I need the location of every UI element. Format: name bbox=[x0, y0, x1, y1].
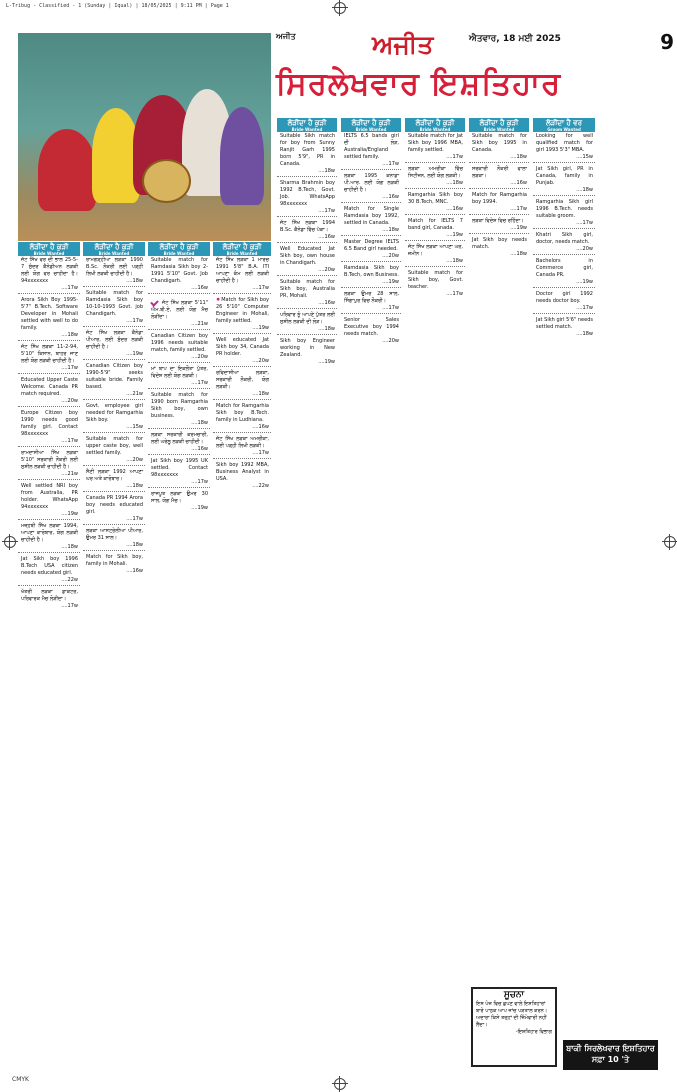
classified-ad: Ramgarhia Sikh boy 30 B.Tech, MNC. ....16w bbox=[408, 192, 463, 212]
ad-column-6 bbox=[341, 118, 401, 1065]
classified-ad: Suitable match for Sikh boy, Australia PR, Mohali. ....16w bbox=[280, 279, 335, 306]
classified-ad: Suitable match for Jat Sikh boy 1996 MBA, family settled. ....17w bbox=[408, 133, 463, 160]
column-heading: ਲੋੜੀਂਦਾ ਹੈ ਕੁੜੀ Bride Wanted bbox=[341, 118, 401, 132]
classified-ad: ਰਾਜਪੂਤ ਲੜਕਾ ਉਮਰ 30 ਸਾਲ, ਯੋਗ ਮੈਚ। ....19w bbox=[151, 491, 208, 511]
classified-ad: Match for IELTS 7 band girl, Canada. ....19w bbox=[408, 218, 463, 238]
column-heading: ਲੋੜੀਂਦਾ ਹੈ ਕੁੜੀ Bride Wanted bbox=[469, 118, 529, 132]
classified-ad: Khatri Sikh girl, doctor, needs match. ....20w bbox=[536, 232, 593, 252]
notice-signature: -ਇਸ਼ਤਿਹਾਰ ਵਿਭਾਗ bbox=[515, 1029, 552, 1035]
classified-ad: IELTS 6.5 bands girl ਦੀ ਲੋੜ, Australia/England settled family. ....17w bbox=[344, 133, 399, 167]
classified-ad: Jat Sikh girl 5'6" needs settled match. ....18w bbox=[536, 317, 593, 337]
classified-ad: Suitable match for Ramdasia Sikh boy 10-10-1993 Govt. job Chandigarh. ....17w bbox=[86, 290, 143, 324]
classified-ad: Suitable match for upper caste boy, well settled family. ....20w bbox=[86, 436, 143, 463]
column-heading: ਲੋੜੀਂਦਾ ਹੈ ਕੁੜੀ Bride Wanted bbox=[83, 242, 145, 256]
classified-ad: ✸Match for Sikh boy 26 5'10" Computer Engineer in Mohali, family settled. ....19w bbox=[216, 297, 269, 331]
classified-ad: Arora Sikh Boy 1995-5'7" B.Tech. Software Developer in Mohali settled with well to do family. ....18w bbox=[21, 297, 78, 338]
classified-ad: Suitable match for 1990 born Ramgarhia Sikh boy, own business. ....18w bbox=[151, 392, 208, 426]
classified-ad: ਸਰਕਾਰੀ ਨੌਕਰੀ ਵਾਲਾ ਲੜਕਾ। ....16w bbox=[472, 166, 527, 186]
classified-ad: Jat Sikh boy 1995 UK settled. Contact 98xxxxxxx ....17w bbox=[151, 458, 208, 485]
classified-ad: Educated Upper Caste Welcome. Canada PR match required. ....20w bbox=[21, 377, 78, 404]
column-heading: ਲੋੜੀਂਦਾ ਹੈ ਕੁੜੀ Bride Wanted bbox=[213, 242, 271, 256]
classified-ad: Europe Citizen boy 1990 needs good family girl. Contact 98xxxxxxx ....17w bbox=[21, 410, 78, 444]
classified-ad: Canada PR 1994 Arora boy needs educated girl. ....17w bbox=[86, 495, 143, 522]
classified-ad: ਰਵਿਦਾਸੀਆ ਲੜਕਾ, ਸਰਕਾਰੀ ਨੌਕਰੀ, ਯੋਗ ਲੜਕੀ। ....18w bbox=[216, 370, 269, 397]
classified-ad: Well settled NRI boy from Australia, PR holder. WhatsApp 94xxxxxxx ....19w bbox=[21, 483, 78, 517]
classified-ad: Match for Ramgarhia boy 1994. ....17w bbox=[472, 192, 527, 212]
ad-column-8 bbox=[469, 118, 529, 1065]
notice-box bbox=[471, 987, 557, 1067]
classified-ad: ਖੱਤਰੀ ਲੜਕਾ ਡਾਕਟਰ, ਪਰਿਵਾਰਕ ਮੈਚ ਲੋੜੀਂਦਾ। ....17w bbox=[21, 589, 78, 609]
classified-ad: Suitable Sikh match for boy from Sunny Ranjit Garh 1995 born 5'9", PR in Canada. ....18w bbox=[280, 133, 335, 174]
checkmark-icon bbox=[151, 297, 161, 304]
classified-ad: Sikh boy Engineer working in New Zealand. ....19w bbox=[280, 338, 335, 365]
registration-mark-icon bbox=[664, 536, 676, 548]
classified-ad: Canadian Citizen boy 1990-5'9" seeks suitable bride. Family based. ....21w bbox=[86, 363, 143, 397]
ad-column-7 bbox=[405, 118, 465, 1065]
classified-ad: Well Educated Jat Sikh boy, own house in Chandigarh. ....20w bbox=[280, 246, 335, 273]
classified-ad: ਲੜਕਾ ਉਮਰ 28 ਸਾਲ, ਸਿੰਗਾਪੁਰ ਵਿਚ ਨੌਕਰੀ। ....17w bbox=[344, 291, 399, 311]
classified-ad: ਲੜਕਾ ਅਮਰੀਕਾ ਵਿੱਚ ਸਿਟੀਜ਼ਨ, ਲਈ ਯੋਗ ਲੜਕੀ। ....18w bbox=[408, 166, 463, 186]
classified-ad: Well educated Jat Sikh boy 34, Canada PR holder. ....20w bbox=[216, 337, 269, 364]
classified-ad: Looking for well qualified match for girl 1993 5'3" MBA. ....15w bbox=[536, 133, 593, 160]
classified-ad: ਜੱਟ ਸਿੱਖ ਲੜਕਾ ਆਪਣਾ ਘਰ, ਜ਼ਮੀਨ। ....18w bbox=[408, 244, 463, 264]
bottom-print-mark: CMYK bbox=[12, 1076, 29, 1083]
classified-ad: ਮਜ਼੍ਹਬੀ ਸਿੱਖ ਲੜਕਾ 1994, ਆਪਣਾ ਕਾਰੋਬਾਰ, ਯੋਗ ਲੜਕੀ ਚਾਹੀਦੀ ਹੈ। ....18w bbox=[21, 523, 78, 550]
classified-ad: Match for Single Ramdasia boy 1992, settled in Canada. ....18w bbox=[344, 206, 399, 233]
classified-ad: ਰਾਮਗੜ੍ਹੀਆ ਲੜਕਾ 1990 B.Sc. ਨੌਕਰੀ ਲਈ ਪੜ੍ਹੀ ਲਿਖੀ ਲੜਕੀ ਚਾਹੀਦੀ ਹੈ। ....18w bbox=[86, 257, 143, 284]
classified-ad: ਜੱਟ ਸਿੱਖ ਲੜਕਾ 5'11" ਐਮ.ਬੀ.ਏ, ਲਈ ਯੋਗ ਮੈਚ ਲੋੜੀਂਦਾ। ....21w bbox=[148, 296, 210, 328]
classified-ad: Match for Ramgarhia Sikh boy B.Tech. family in Ludhiana. ....16w bbox=[216, 403, 269, 430]
column-heading: ਲੋੜੀਂਦਾ ਹੈ ਕੁੜੀ Bride Wanted bbox=[405, 118, 465, 132]
column-heading: ਲੋੜੀਂਦਾ ਹੈ ਕੁੜੀ Bride Wanted bbox=[277, 118, 337, 132]
registration-mark-icon bbox=[334, 1078, 346, 1090]
classified-ad: Match for Sikh boy, family in Mohali. ....16w bbox=[86, 554, 143, 574]
classified-ad: ਜੱਟ ਸਿੱਖ ਲੜਕਾ 11-2-94, 5'10" ਕਿਸਾਨ, ਬਾਹਰ ਜਾਣ ਲਈ ਯੋਗ ਲੜਕੀ ਚਾਹੀਦੀ ਹੈ। ....17w bbox=[21, 344, 78, 371]
classified-ad: ਪਰਿਵਾਰ ਨੂੰ ਆਪਣੇ ਪੁੱਤਰ ਲਈ ਸੁਸ਼ੀਲ ਲੜਕੀ ਦੀ ਲੋੜ। ....18w bbox=[280, 312, 335, 332]
classified-ad: ਲੜਕਾ 1995 ਕਨਾਡਾ ਪੀ.ਆਰ. ਲਈ ਯੋਗ ਲੜਕੀ ਚਾਹੀਦੀ ਹੈ। ....16w bbox=[344, 173, 399, 200]
column-heading: ਲੋੜੀਂਦਾ ਹੈ ਵਰ Groom Wanted bbox=[533, 118, 595, 132]
registration-mark-icon bbox=[334, 2, 346, 14]
classified-ad: ਰਾਮਦਾਸੀਆ ਸਿੱਖ ਲੜਕਾ 5'10" ਸਰਕਾਰੀ ਨੌਕਰੀ ਲਈ ਸੁਸ਼ੀਲ ਲੜਕੀ ਚਾਹੀਦੀ ਹੈ। ....21w bbox=[21, 450, 78, 477]
classified-ad: ਜੱਟ ਸਿੱਖ ਲੜਕਾ 1 ਮਾਰਚ 1991 5'8" B.A. ITI ਆਪਣਾ ਕੰਮ ਲਈ ਲੜਕੀ ਚਾਹੀਦੀ ਹੈ। ....17w bbox=[216, 257, 269, 291]
classified-ad: ਜੱਟ ਸਿੱਖ ਵਰ ਦੀ ਭਾਲ 25-5-7 ਸੁੰਦਰ ਕੈਨੇਡੀਅਨ ਲੜਕੀ ਲਈ ਯੋਗ ਵਰ ਚਾਹੀਦਾ ਹੈ। 94xxxxxxx ....17w bbox=[21, 257, 78, 291]
column-heading: ਲੋੜੀਂਦਾ ਹੈ ਕੁੜੀ Bride Wanted bbox=[18, 242, 80, 256]
ad-column-4 bbox=[213, 242, 271, 1066]
column-heading: ਲੋੜੀਂਦਾ ਹੈ ਕੁੜੀ Bride Wanted bbox=[148, 242, 210, 256]
classified-ad: Sikh boy 1992 MBA, Business Analyst in USA. ....22w bbox=[216, 462, 269, 489]
ad-column-9 bbox=[533, 118, 595, 1065]
paper-name: ਅਜੀਤ bbox=[276, 32, 296, 41]
registration-mark-icon bbox=[4, 536, 16, 548]
classified-ad: ਲੜਕਾ ਆਸਟ੍ਰੇਲੀਆ ਪੀਆਰ, ਉਮਰ 31 ਸਾਲ। ....18w bbox=[86, 528, 143, 548]
ad-column-5 bbox=[277, 118, 337, 1065]
classified-ad: Suitable match for Ramdasia Sikh boy 2-1991 5'10" Govt. Job Chandigarh. ....16w bbox=[151, 257, 208, 291]
classified-ad: ਜੱਟ ਸਿੱਖ ਲੜਕਾ 1994 B.Sc. ਕੈਨੇਡਾ ਵਿੱਚ ਪੱਕਾ। ....16w bbox=[280, 220, 335, 240]
classified-ad: ਲੜਕਾ ਸਰਕਾਰੀ ਕਰਮਚਾਰੀ, ਲਈ ਘਰੇਲੂ ਲੜਕੀ ਚਾਹੀਦੀ। ....16w bbox=[151, 432, 208, 452]
brand-logo: ਅਜੀਤ bbox=[372, 30, 434, 59]
classified-ad: Suitable match for Sikh boy 1995 in Canada. ....18w bbox=[472, 133, 527, 160]
classified-ad: ਲੜਕਾ ਵਿਦੇਸ਼ ਵਿਚ ਰਹਿੰਦਾ। ....19w bbox=[472, 218, 527, 231]
classified-ad: Jat Sikh girl, PR in Canada, family in Punjab. ....18w bbox=[536, 166, 593, 193]
spinning-wheel-icon bbox=[142, 159, 191, 203]
classified-ad: ਜੱਟ ਸਿੱਖ ਲੜਕਾ ਕੈਨੇਡਾ ਪੀਆਰ, ਲਈ ਸੁੰਦਰ ਲੜਕੀ ਚਾਹੀਦੀ ਹੈ। ....19w bbox=[86, 330, 143, 357]
classified-ad: Sharma Brahmin boy 1992 B.Tech, Govt. Job. WhatsApp 98xxxxxxx ....17w bbox=[280, 180, 335, 214]
print-info-strip: L-Tribug - Classified - 1 (Sunday | Iqual) | 18/05/2025 | 9:11 PM | Page 1 bbox=[6, 3, 229, 9]
notice-title: ਸੂਚਨਾ bbox=[503, 990, 525, 1000]
classified-ad: Jat Sikh boy needs match. ....18w bbox=[472, 237, 527, 257]
ad-column-3 bbox=[148, 242, 210, 1066]
section-title: ਸਿਰਲੇਖਵਾਰ ਇਸ਼ਤਿਹਾਰ bbox=[276, 66, 562, 102]
classified-ad: ਜੱਟ ਸਿੱਖ ਲੜਕਾ ਅਮਰੀਕਾ, ਲਈ ਪੜ੍ਹੀ ਲਿਖੀ ਲੜਕੀ। ....17w bbox=[216, 436, 269, 456]
hero-illustration bbox=[18, 33, 271, 241]
classified-ad: ਸੈਣੀ ਲੜਕਾ 1992 ਆਪਣਾ ਘਰ ਅਤੇ ਕਾਰੋਬਾਰ। ....18w bbox=[86, 469, 143, 489]
classified-ad: Senior Sales Executive boy 1994 needs match. ....20w bbox=[344, 317, 399, 344]
classified-ad: Ramdasia Sikh boy B.Tech, own Business. ....19w bbox=[344, 265, 399, 285]
classified-ad: Jat Sikh boy 1996 B.Tech USA citizen needs educated girl. ....22w bbox=[21, 556, 78, 583]
classified-ad: Master Degree IELTS 6.5 Band girl needed. ....20w bbox=[344, 239, 399, 259]
notice-body: ਇਸ ਪੇਜ਼ ਵਿਚ ਛਪਣ ਵਾਲੇ ਇਸ਼ਤਿਹਾਰਾਂ ਬਾਰੇ ਪਾਠਕ ਆਪ ਜਾਂਚ ਪੜਤਾਲ ਕਰਨ। ਅਦਾਰਾ ਕਿਸੇ ਤਰ੍ਹਾਂ ਦੀ ਜ਼ਿੰਮੇਵਾਰੀ ਨਹੀਂ ਲੈਂਦਾ। bbox=[476, 1001, 548, 1028]
page-number: 9 bbox=[660, 30, 674, 54]
classified-ad: ਮਾਂ ਬਾਪ ਦਾ ਇਕਲੌਤਾ ਪੁੱਤਰ, ਵਿਦੇਸ਼ ਲਈ ਯੋਗ ਲੜਕੀ। ....17w bbox=[151, 366, 208, 386]
classified-ad: Doctor girl 1992 needs doctor boy. ....17w bbox=[536, 291, 593, 311]
classified-ad: Suitable match for Sikh boy, Govt. teacher. ....17w bbox=[408, 270, 463, 297]
classified-ad: Canadian Citizen boy 1996 needs suitable match, family settled. ....20w bbox=[151, 333, 208, 360]
classified-ad: Bachelors in Commerce girl, Canada PR. ....19w bbox=[536, 258, 593, 285]
continued-box: ਬਾਕੀ ਸਿਰਲੇਖਵਾਰ ਇਸ਼ਤਿਹਾਰ ਸਫ਼ਾ 10 'ਤੇ bbox=[563, 1040, 658, 1070]
masthead bbox=[276, 30, 674, 108]
classified-ad: Govt. employee girl needed for Ramgarhia Sikh boy. ....15w bbox=[86, 403, 143, 430]
ad-column-2 bbox=[83, 242, 145, 1066]
publication-date: ਐਤਵਾਰ, 18 ਮਈ 2025 bbox=[469, 34, 561, 44]
ad-column-1 bbox=[18, 242, 80, 1066]
classified-ad: Ramgarhia Sikh girl 1996 B.Tech. needs suitable groom. ....17w bbox=[536, 199, 593, 226]
star-icon: ✸ bbox=[216, 297, 221, 303]
